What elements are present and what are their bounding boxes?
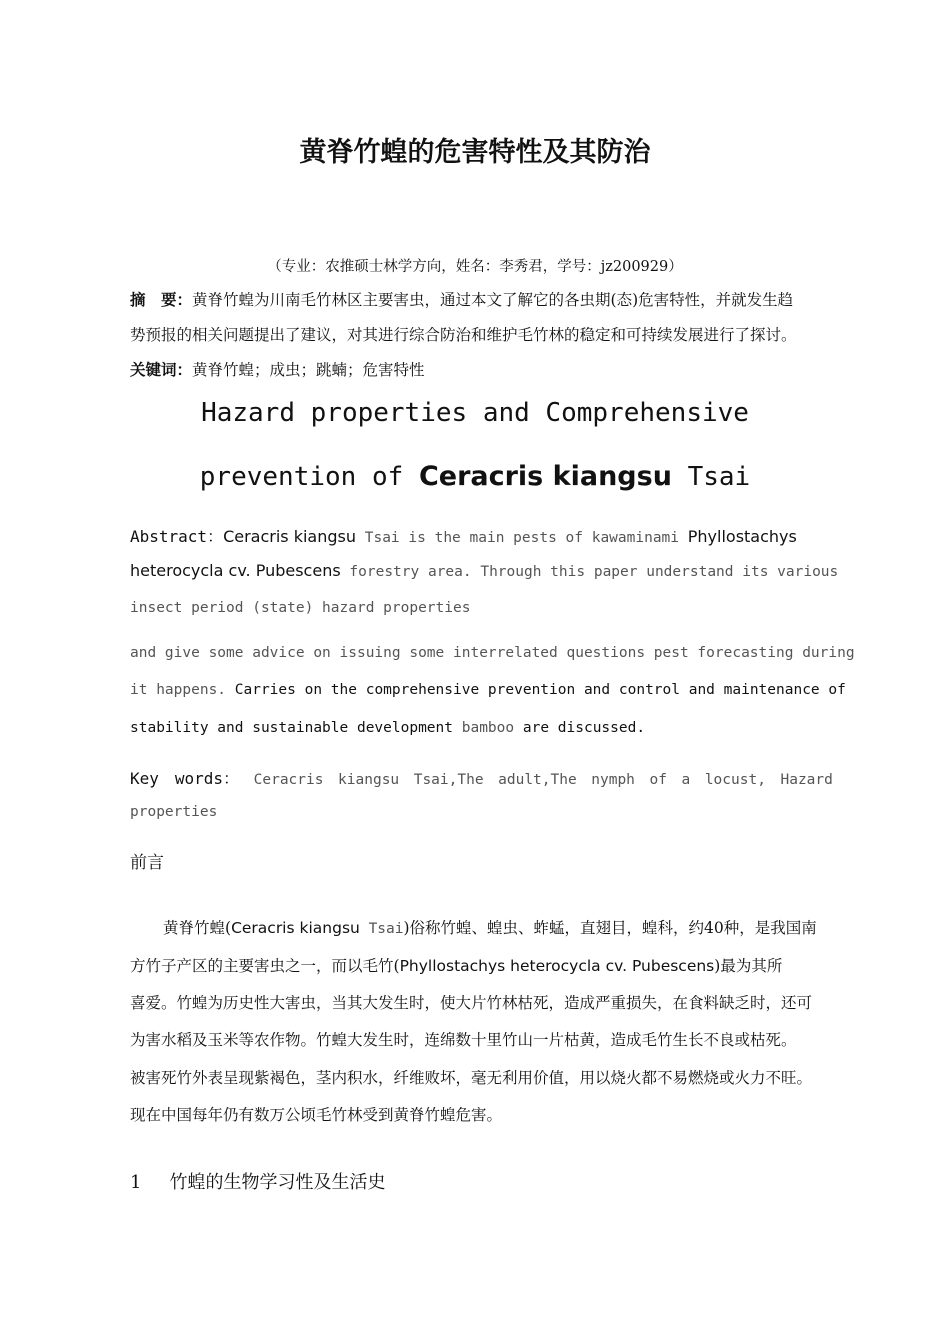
preface-line-6: 现在中国每年仍有数万公顷毛竹林受到黄脊竹蝗危害。 [130, 1106, 503, 1124]
keywords-en-label: Key words： [130, 769, 240, 788]
preface-text-2b: )最为其所 [714, 957, 783, 975]
abstract-en-text-6a: stability and sustainable development [130, 720, 462, 736]
keyword-word: kiangsu [338, 772, 400, 788]
section-1-number: 1 [130, 1172, 142, 1193]
abstract-en-plant-1: Phyllostachys [687, 527, 797, 546]
section-1-title: 竹蝗的生物学习性及生活史 [169, 1172, 386, 1193]
keyword-word: of [649, 772, 667, 788]
preface-species: Ceracris kiangsu [231, 919, 360, 937]
keywords-en-line-2: properties [130, 804, 218, 820]
preface-text-1b: )俗称竹蝗、蝗虫、蚱蜢，直翅目，蝗科，约40种，是我国南 [403, 919, 817, 937]
keyword-word: locust, [704, 772, 766, 788]
author-line: （专业：农推硕士林学方向，姓名：李秀君，学号：jz200929） [267, 259, 683, 275]
abstract-cn-label: 摘 要： [130, 291, 193, 309]
keyword-word: nymph [591, 772, 635, 788]
page-title: 黄脊竹蝗的危害特性及其防治 [299, 137, 651, 168]
abstract-en-line-3: insect period (state) hazard properties [130, 600, 471, 616]
abstract-en-line-6 [130, 720, 645, 736]
abstract-en-line-5 [130, 682, 846, 698]
preface-tsai: Tsai [359, 921, 404, 937]
keywords-en-line-1 [130, 766, 833, 789]
abstract-en-text-6b: bamboo [461, 720, 515, 736]
abstract-cn-line-1 [130, 288, 793, 310]
preface-line-5: 被害死竹外表呈现紫褐色，茎内积水，纤维败坏，毫无利用价值，用以烧火都不易燃烧或火力不旺。 [130, 1069, 813, 1087]
english-title-species: Ceracris kiangsu [418, 461, 672, 492]
preface-line-4: 为害水稻及玉米等农作物。竹蝗大发生时，连绵数十里竹山一片枯黄，造成毛竹生长不良或枯死。 [130, 1031, 797, 1049]
english-title-prefix: prevention of [199, 462, 419, 492]
preface-text-1a: 黄脊竹蝗( [163, 919, 232, 937]
abstract-en-line-2 [130, 561, 838, 580]
abstract-en-label: Abstract： [130, 527, 224, 546]
section-1-heading [130, 1168, 385, 1194]
abstract-cn-text-1: 黄脊竹蝗为川南毛竹林区主要害虫，通过本文了解它的各虫期(态)危害特性，并就发生趋 [192, 291, 794, 309]
abstract-en-text-1: Tsai is the main pests of kawaminami [356, 530, 688, 546]
english-title-line-2 [0, 461, 950, 492]
abstract-cn-line-2: 势预报的相关问题提出了建议，对其进行综合防治和维护毛竹林的稳定和可持续发展进行了探讨。 [130, 326, 797, 344]
keyword-word: Tsai,The [413, 772, 484, 788]
preface-line-2 [130, 954, 782, 976]
preface-text-2a: 方竹子产区的主要害虫之一，而以毛竹( [130, 957, 400, 975]
abstract-en-text-5a: it happens. [130, 682, 235, 698]
english-title-line-1: Hazard properties and Comprehensive [201, 398, 749, 428]
keyword-word: adult,The [498, 772, 577, 788]
preface-plant: Phyllostachys heterocycla cv. Pubescens [399, 957, 715, 975]
preface-heading: 前言 [130, 853, 164, 873]
abstract-en-line-1 [130, 524, 797, 547]
keywords-cn [130, 358, 425, 380]
keyword-word: Ceracris [253, 772, 324, 788]
english-title-suffix: Tsai [671, 462, 751, 492]
abstract-en-text-5b: Carries on the comprehensive prevention and control and maintenance of [234, 682, 846, 698]
keyword-word: a [681, 772, 691, 788]
keywords-cn-text: 黄脊竹蝗；成虫；跳蝻；危害特性 [192, 361, 425, 379]
abstract-en-plant-2: heterocycla cv. Pubescens [130, 561, 341, 580]
abstract-en-species: Ceracris kiangsu [223, 527, 357, 546]
abstract-en-line-4: and give some advice on issuing some interrelated questions pest forecasting during [130, 645, 855, 661]
keyword-word: Hazard [780, 772, 833, 788]
preface-line-3: 喜爱。竹蝗为历史性大害虫，当其大发生时，使大片竹林枯死，造成严重损失，在食料缺乏时，还可 [130, 994, 813, 1012]
abstract-en-text-6c: are discussed. [514, 720, 646, 736]
abstract-en-text-2: forestry area. Through this paper understand its various [340, 564, 839, 580]
keywords-cn-label: 关键词： [130, 361, 193, 379]
preface-line-1 [163, 916, 817, 938]
